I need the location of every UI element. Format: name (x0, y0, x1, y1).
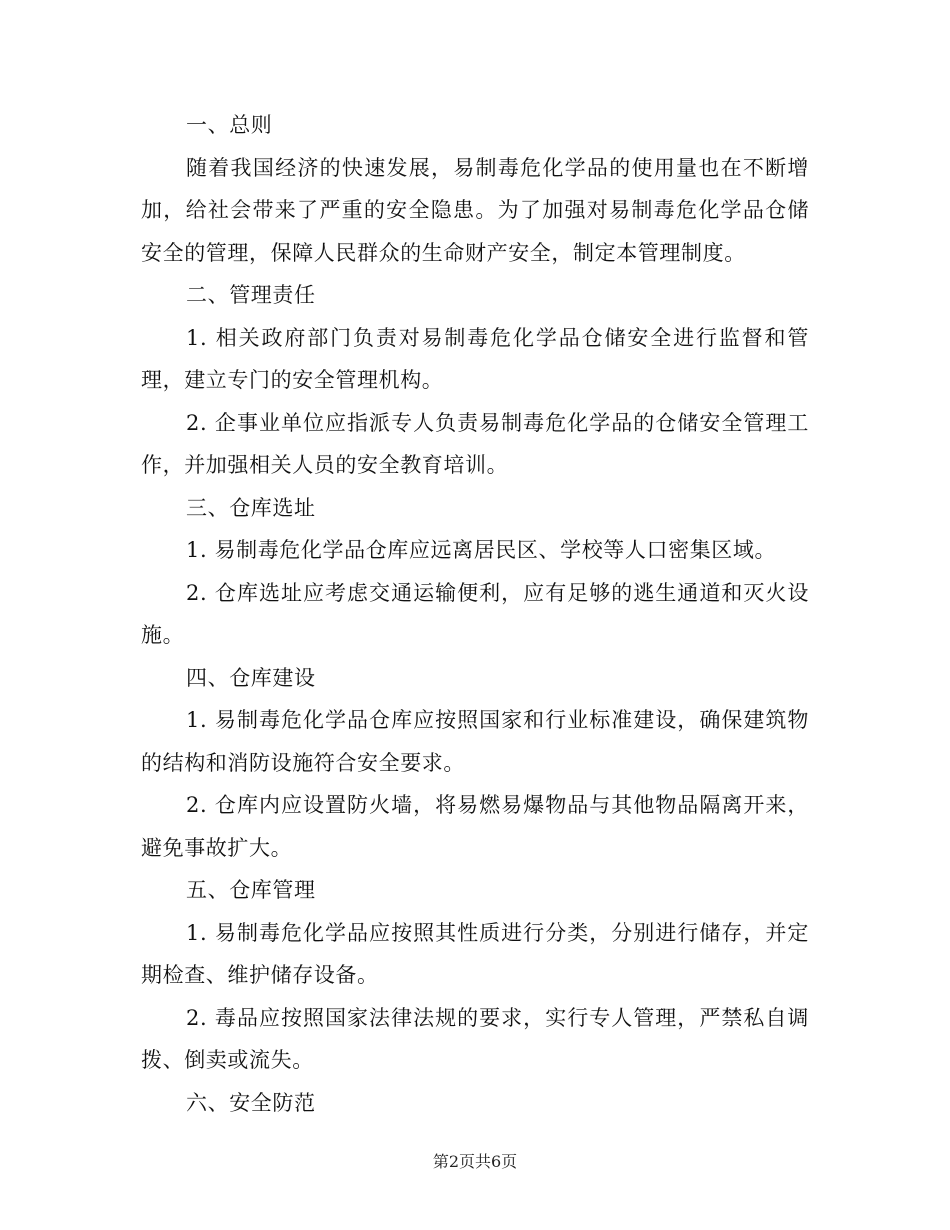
section-heading-management: 五、仓库管理 (186, 878, 316, 902)
paragraph-intro: 随着我国经济的快速发展，易制毒危化学品的使用量也在不断增加，给社会带来了严重的安全隐患。为了加强对易制毒危化学品仓储安全的管理，保障人民群众的生命财产安全，制定本管理制度。 (141, 155, 809, 265)
section-heading-construction: 四、仓库建设 (186, 665, 316, 690)
section-heading-general: 一、总则 (186, 113, 273, 137)
page-number-footer: 第2页共6页 (432, 1152, 518, 1171)
paragraph-responsibility-2: 2. 企事业单位应指派专人负责易制毒危化学品的仓储安全管理工作，并加强相关人员的安全教育培训。 (141, 410, 809, 477)
paragraph-construction-2: 2. 仓库内应设置防火墙，将易燃易爆物品与其他物品隔离开来，避免事故扩大。 (141, 793, 809, 860)
paragraph-site-selection-2: 2. 仓库选址应考虑交通运输便利，应有足够的逃生通道和灭火设施。 (141, 580, 809, 647)
section-heading-responsibility: 二、管理责任 (186, 283, 316, 307)
document-body (141, 104, 809, 1124)
section-heading-site-selection: 三、仓库选址 (186, 495, 316, 520)
paragraph-management-1: 1. 易制毒危化学品应按照其性质进行分类，分别进行储存，并定期检查、维护储存设备。 (141, 920, 809, 987)
section-heading-safety: 六、安全防范 (186, 1090, 316, 1115)
paragraph-construction-1: 1. 易制毒危化学品仓库应按照国家和行业标准建设，确保建筑物的结构和消防设施符合安全要求。 (141, 708, 809, 775)
paragraph-responsibility-1: 1. 相关政府部门负责对易制毒危化学品仓储安全进行监督和管理，建立专门的安全管理机构。 (141, 325, 809, 392)
paragraph-site-selection-1: 1. 易制毒危化学品仓库应远离居民区、学校等人口密集区域。 (186, 538, 777, 562)
paragraph-management-2: 2. 毒品应按照国家法律法规的要求，实行专人管理，严禁私自调拨、倒卖或流失。 (141, 1005, 809, 1072)
